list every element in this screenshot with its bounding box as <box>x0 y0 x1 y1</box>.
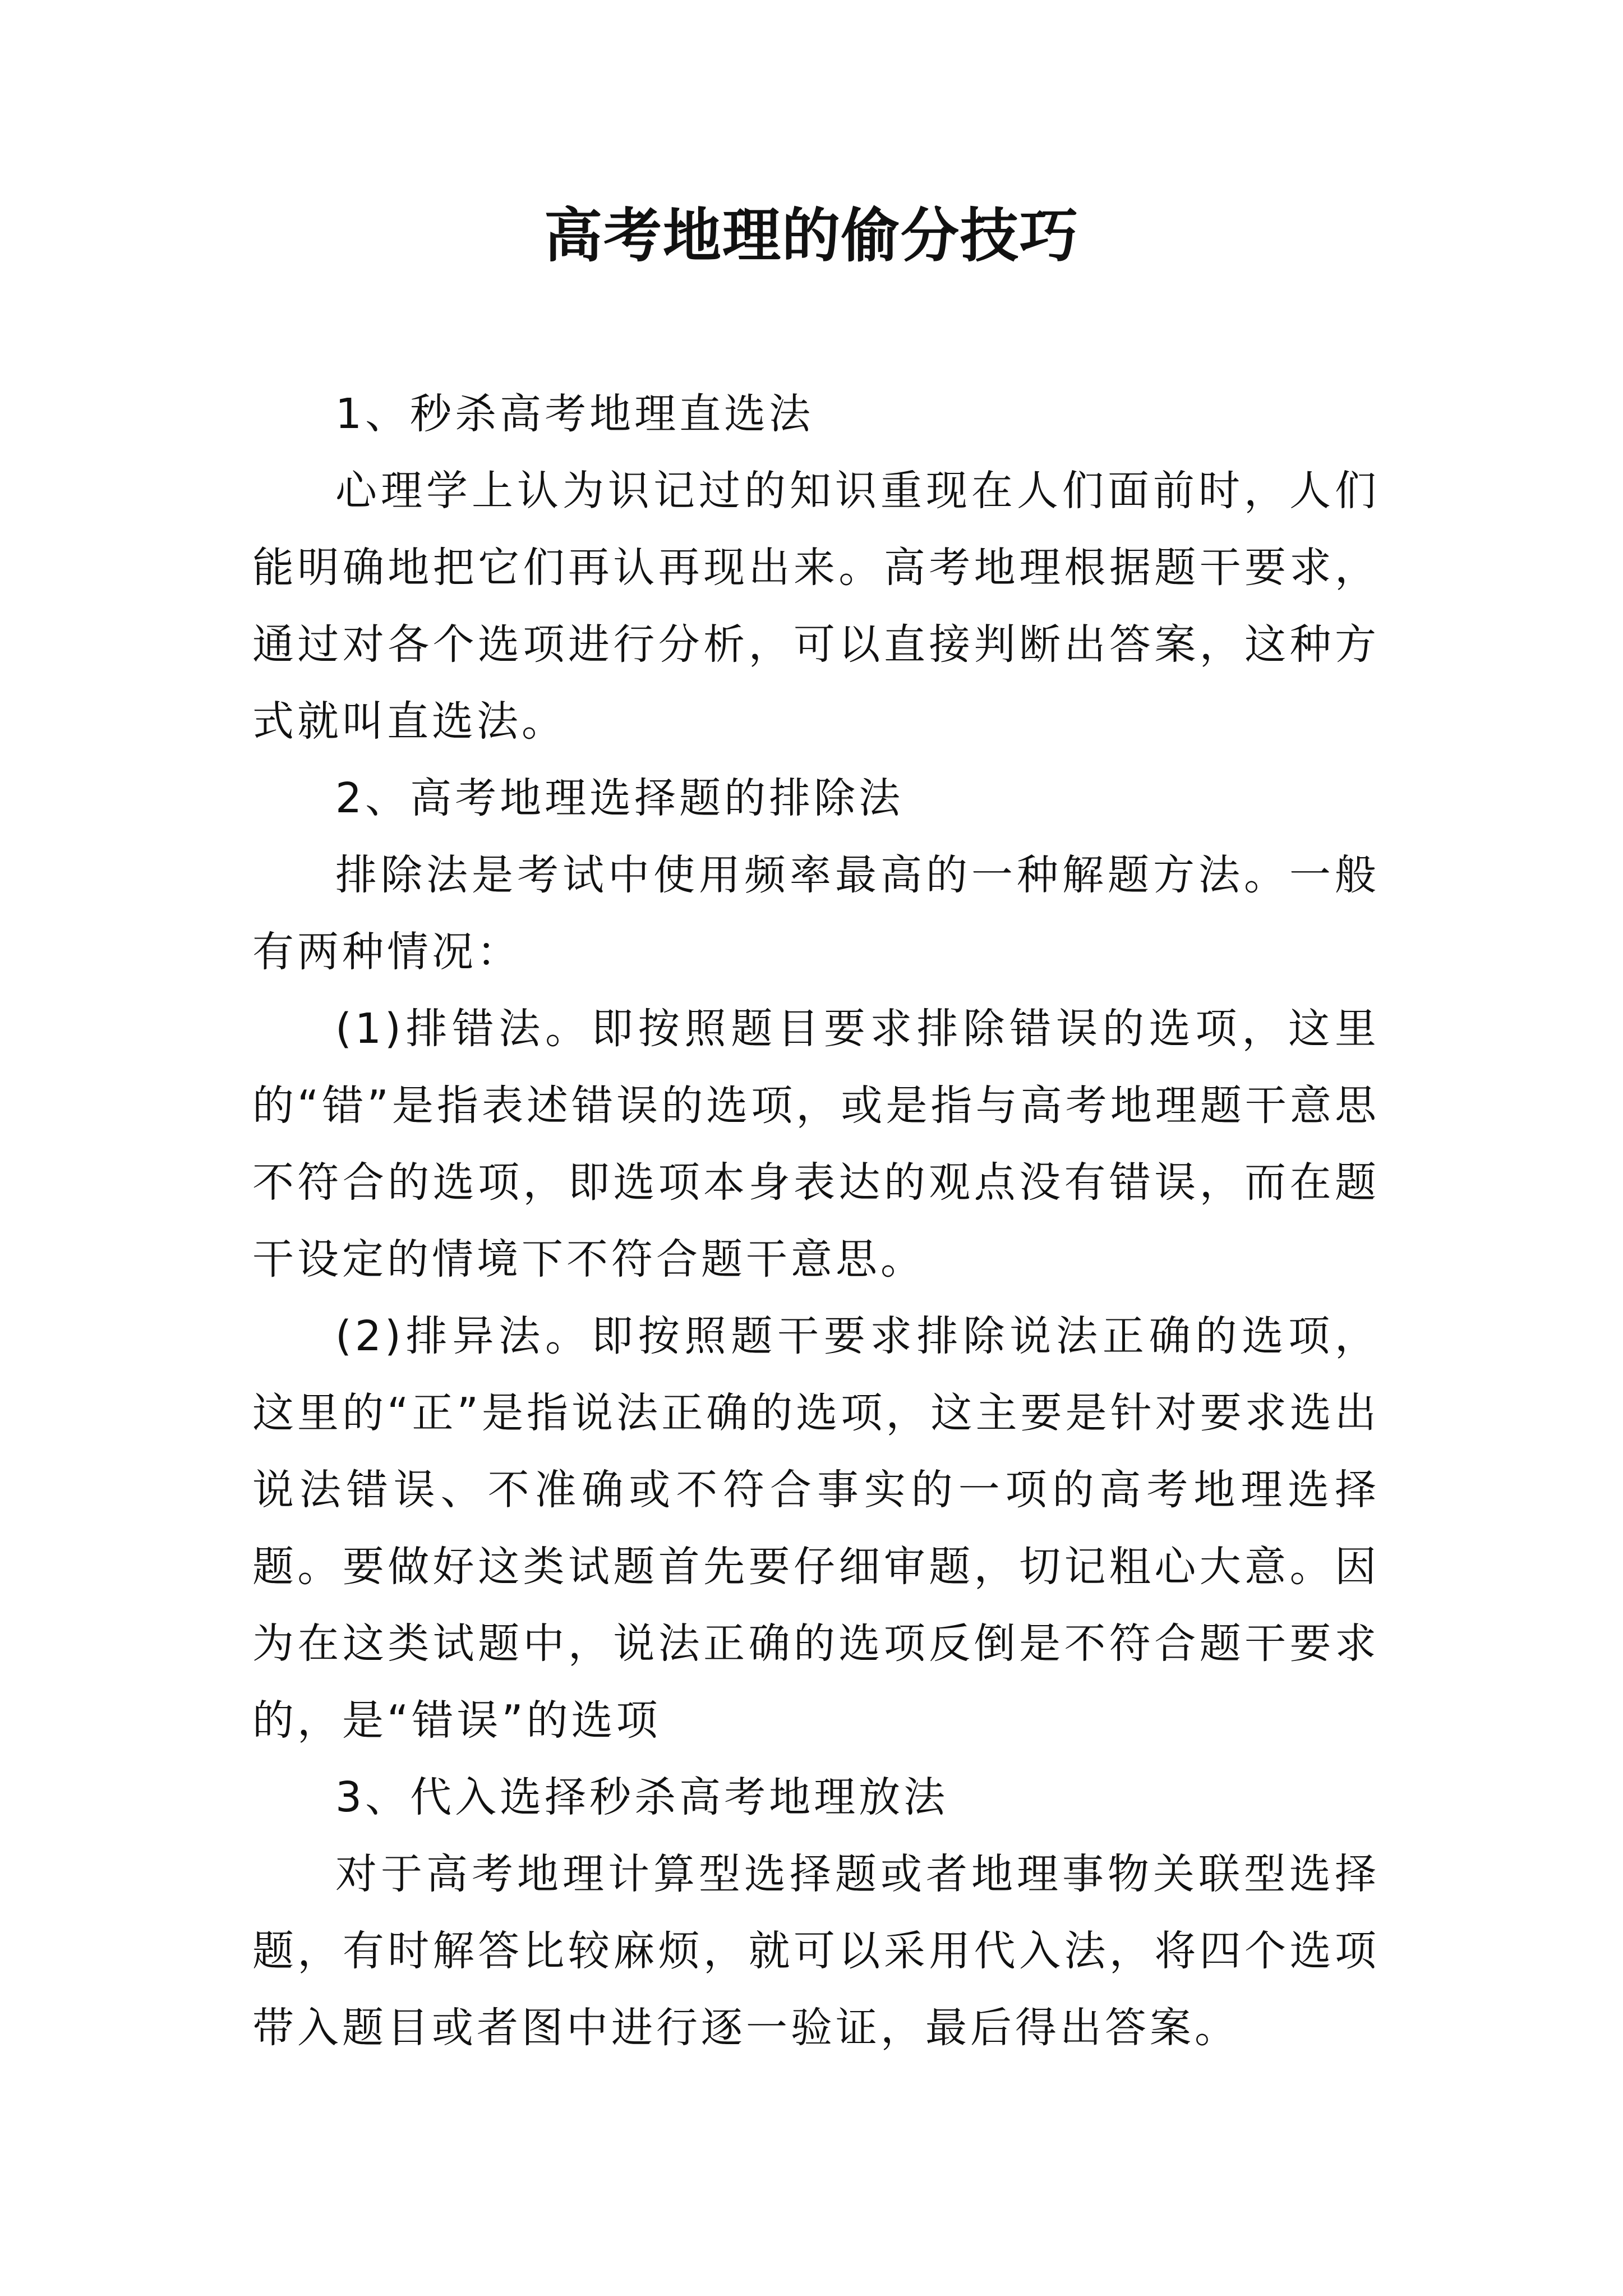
body-paragraph: (1)排错法。即按照题目要求排除错误的选项，这里的“错”是指表述错误的选项，或是指与高考地理题干意思不符合的选项，即选项本身表达的观点没有错误，而在题干设定的情境下不符合题干意思。 <box>252 1005 1380 1283</box>
body-paragraph: (2)排异法。即按照题干要求排除说法正确的选项，这里的“正”是指说法正确的选项，这主要是针对要求选出说法错误、不准确或不符合事实的一项的高考地理选择题。要做好这类试题首先要仔细审题，切记粗心大意。因为在这类试题中，说法正确的选项反倒是不符合题干要求的，是“错误”的选项 <box>252 1312 1380 1745</box>
body-paragraph: 排除法是考试中使用频率最高的一种解题方法。一般有两种情况： <box>252 851 1380 976</box>
section-heading-2: 2、高考地理选择题的排除法 <box>335 774 904 822</box>
body-paragraph: 心理学上认为识记过的知识重现在人们面前时，人们能明确地把它们再认再现出来。高考地理根据题干要求，通过对各个选项进行分析，可以直接判断出答案，这种方式就叫直选法。 <box>252 467 1380 746</box>
document-body <box>252 376 1380 2067</box>
document-title: 高考地理的偷分技巧 <box>543 201 1079 270</box>
section-heading-1: 1、秒杀高考地理直选法 <box>335 390 814 438</box>
body-paragraph: 对于高考地理计算型选择题或者地理事物关联型选择题，有时解答比较麻烦，就可以采用代入法，将四个选项带入题目或者图中进行逐一验证，最后得出答案。 <box>252 1850 1380 2052</box>
section-heading-3: 3、代入选择秒杀高考地理放法 <box>335 1773 949 1821</box>
